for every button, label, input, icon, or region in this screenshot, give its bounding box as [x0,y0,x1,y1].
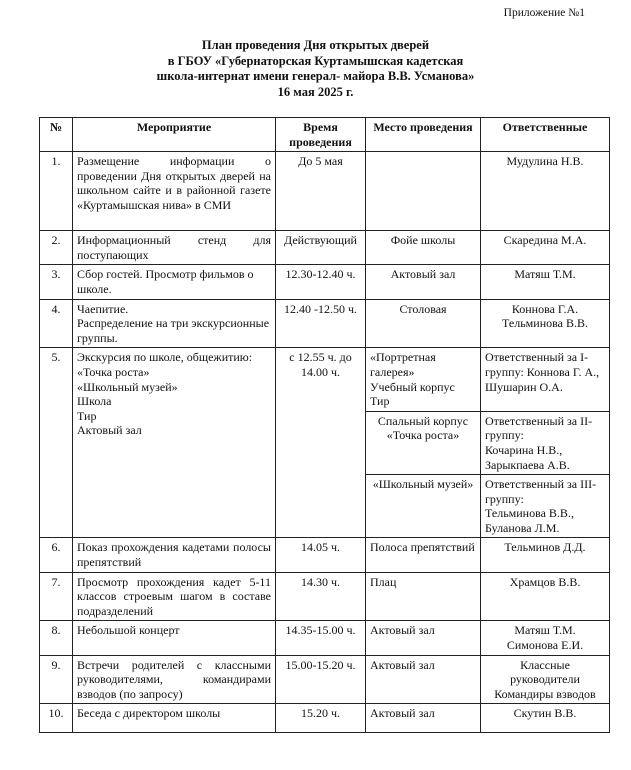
row-place: Актовый зал [366,704,481,733]
row-num: 7. [40,572,73,621]
row-event: Чаепитие. Распределение на три экскурсионные группы. [73,299,276,348]
row-time: 12.30-12.40 ч. [276,265,366,299]
header-time: Время проведения [276,118,366,152]
title-line-3: школа-интернат имени генерал- майора В.В. Усманова» [156,69,475,83]
row-event: Встречи родителей с классными руководителями, командирами взводов (по запросу) [73,655,276,704]
row-responsible: Матяш Т.М. Симонова Е.И. [481,621,610,655]
schedule-table [39,117,610,733]
row-time: 15.20 ч. [276,704,366,733]
table-row [40,704,610,733]
row-place: Столовая [366,299,481,348]
row-event: Просмотр прохождения кадет 5-11 классов строевым шагом в составе подразделений [73,572,276,621]
title-line-1: План проведения Дня открытых дверей [201,38,430,52]
row-place: Полоса препятствий [366,538,481,572]
row-place: Фойе школы [366,231,481,265]
header-num: № [40,118,73,152]
row-num: 9. [40,655,73,704]
group-1-responsible: Ответственный за I-группу: Коннова Г. А., Шушарин О.А. [481,348,610,411]
row-time: 15.00-15.20 ч. [276,655,366,704]
row-event: Показ прохождения кадетами полосы препятствий [73,538,276,572]
row-responsible: Классные руководители Командиры взводов [481,655,610,704]
row-responsible: Мудулина Н.В. [481,152,610,231]
table-row [40,572,610,621]
row-event: Размещение информации о проведении Дня открытых дверей на школьном сайте и в районной газете «Куртамышская нива» в СМИ [73,152,276,231]
row-place: Плац [366,572,481,621]
header-responsible: Ответственные [481,118,610,152]
row-event: Сбор гостей. Просмотр фильмов о школе. [73,265,276,299]
title-date: 16 мая 2025 г. [277,84,354,99]
row-time: 14.35-15.00 ч. [276,621,366,655]
row-responsible: Тельминов Д.Д. [481,538,610,572]
row-num: 4. [40,299,73,348]
group-1-place: «Портретная галерея» Учебный корпус Тир [366,348,481,411]
table-row [40,348,610,411]
row-time: Действующий [276,231,366,265]
row-num: 6. [40,538,73,572]
row-place [366,152,481,231]
row-time: 14.05 ч. [276,538,366,572]
document-title [0,38,631,100]
group-3-place: «Школьный музей» [366,475,481,538]
table-row [40,152,610,231]
row-num: 3. [40,265,73,299]
row-event: Небольшой концерт [73,621,276,655]
row-num: 1. [40,152,73,231]
title-line-2: в ГБОУ «Губернаторская Куртамышская кадетская [167,53,464,68]
table-row [40,621,610,655]
group-2-place: Спальный корпус «Точка роста» [366,411,481,474]
row-time: 12.40 -12.50 ч. [276,299,366,348]
group-3-responsible: Ответственный за III-группу: Тельминова В.В., Буланова Л.М. [481,475,610,538]
row-num: 8. [40,621,73,655]
table-row [40,231,610,265]
table-row [40,538,610,572]
row-time: с 12.55 ч. до 14.00 ч. [276,348,366,538]
row-place: Актовый зал [366,621,481,655]
row-event: Информационный стенд для поступающих [73,231,276,265]
table-header-row [40,118,610,152]
row-event: Экскурсия по школе, общежитию: «Точка роста» «Школьный музей» Школа Тир Актовый зал [73,348,276,538]
row-responsible: Скаредина М.А. [481,231,610,265]
header-place: Место проведения [366,118,481,152]
row-responsible: Коннова Г.А. Тельминова В.В. [481,299,610,348]
table-row [40,265,610,299]
group-2-responsible: Ответственный за II-группу: Кочарина Н.В., Зарыкпаева А.В. [481,411,610,474]
row-event: Беседа с директором школы [73,704,276,733]
row-place: Актовый зал [366,265,481,299]
header-event: Мероприятие [73,118,276,152]
appendix-label: Приложение №1 [503,7,585,19]
row-responsible: Матяш Т.М. [481,265,610,299]
row-time: До 5 мая [276,152,366,231]
row-num: 2. [40,231,73,265]
row-num: 5. [40,348,73,538]
row-place: Актовый зал [366,655,481,704]
row-responsible: Скутин В.В. [481,704,610,733]
row-num: 10. [40,704,73,733]
row-time: 14.30 ч. [276,572,366,621]
table-row [40,655,610,704]
row-responsible: Храмцов В.В. [481,572,610,621]
table-row [40,299,610,348]
